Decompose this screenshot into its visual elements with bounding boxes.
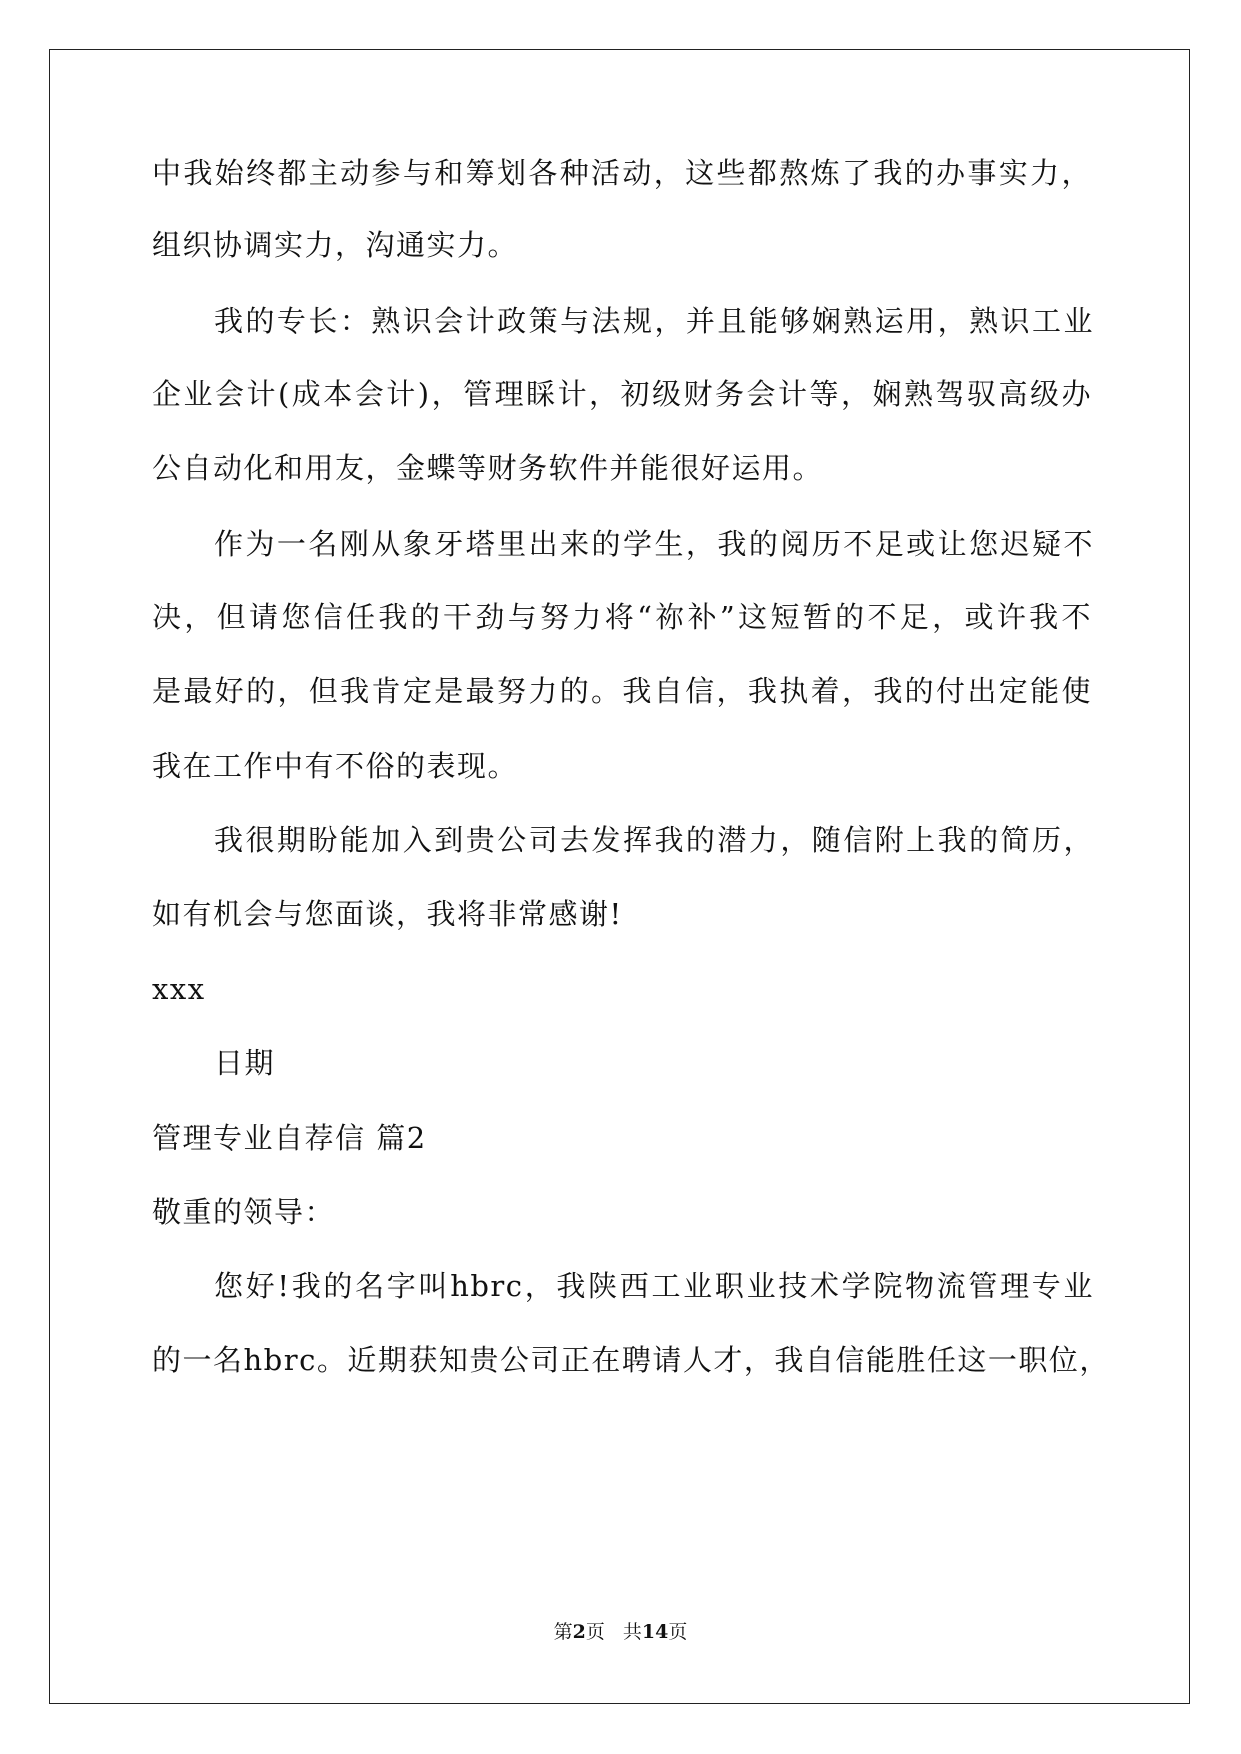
paragraph-line-5: 公自动化和用友，金蝶等财务软件并能很好运用。 [152, 451, 824, 485]
paragraph-line-17: 的一名hbrc。近期获知贵公司正在聘请人才，我自信能胜任这一职位， [152, 1343, 1110, 1377]
section-heading: 管理专业自荐信 篇2 [152, 1121, 427, 1155]
footer-page-prefix: 第 [553, 1621, 573, 1643]
page-footer [0, 1620, 1241, 1644]
paragraph-line-8: 是最好的，但我肯定是最努力的。我自信，我执着，我的付出定能使 [152, 674, 1092, 708]
paragraph-line-2: 组织协调实力，沟通实力。 [152, 228, 519, 262]
signature-name: xxx [152, 972, 206, 1006]
signature-date: 日期 [214, 1046, 276, 1080]
salutation: 敬重的领导： [152, 1195, 336, 1229]
footer-page-suffix: 页 [585, 1621, 605, 1643]
paragraph-line-4: 企业会计(成本会计)，管理睬计，初级财务会计等，娴熟驾驭高级办 [152, 377, 1092, 411]
paragraph-line-6: 作为一名刚从象牙塔里出来的学生，我的阅历不足或让您迟疑不 [214, 527, 1094, 561]
paragraph-line-10: 我很期盼能加入到贵公司去发挥我的潜力，随信附上我的简历， [214, 823, 1094, 857]
paragraph-line-3: 我的专长：熟识会计政策与法规，并且能够娴熟运用，熟识工业 [214, 304, 1094, 338]
paragraph-line-11: 如有机会与您面谈，我将非常感谢! [152, 897, 623, 931]
page-border [49, 49, 1190, 1704]
paragraph-line-1: 中我始终都主动参与和筹划各种活动，这些都熬炼了我的办事实力， [152, 156, 1092, 190]
footer-page-number: 2 [572, 1621, 586, 1643]
footer-total-prefix: 共 [622, 1621, 642, 1643]
paragraph-line-7: 决，但请您信任我的干劲与努力将“祢补”这短暂的不足，或许我不 [152, 600, 1092, 634]
footer-total-suffix: 页 [668, 1621, 688, 1643]
paragraph-line-9: 我在工作中有不俗的表现。 [152, 749, 519, 783]
paragraph-line-16: 您好!我的名字叫hbrc，我陕西工业职业技术学院物流管理专业 [214, 1269, 1094, 1303]
footer-total-pages: 14 [641, 1621, 669, 1643]
